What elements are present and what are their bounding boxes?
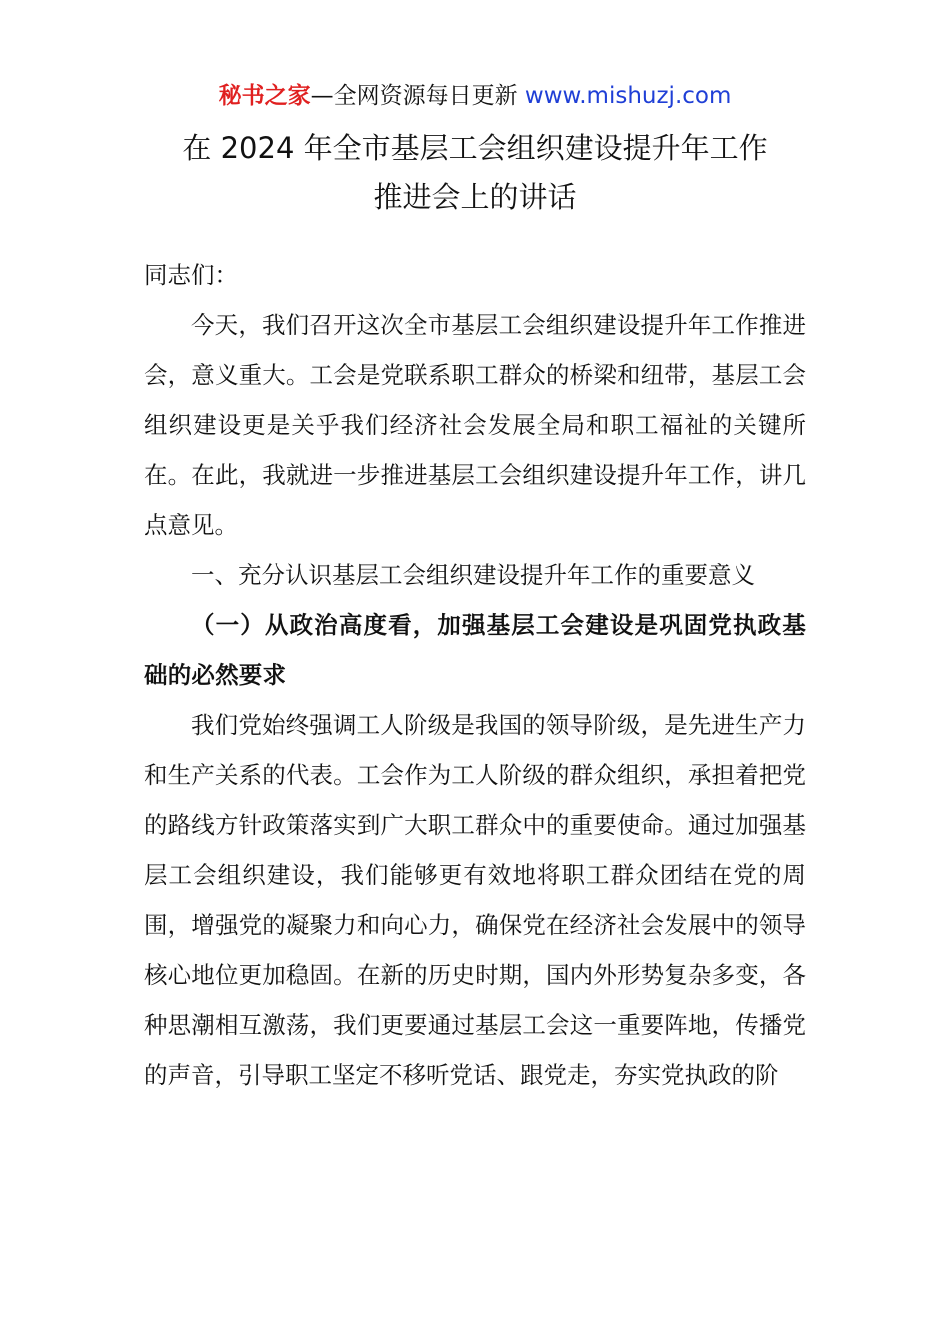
section-heading-1: 一、充分认识基层工会组织建设提升年工作的重要意义 [191, 561, 755, 589]
document-title-line-2: 推进会上的讲话 [373, 180, 577, 214]
site-brand: 秘书之家 [218, 83, 311, 109]
paragraph-political: 我们党始终强调工人阶级是我国的领导阶级，是先进生产力和生产关系的代表。工会作为工人阶级的群众组织，承担着把党的路线方针政策落实到广大职工群众中的重要使命。通过加强基层工会组织建设，我们能够更有效地将职工群众团结在党的周围，增强党的凝聚力和向心力，确保党在经济社会发展中的领导核心地位更加稳固。在新的历史时期，国内外形势复杂多变，各种思潮相互激荡，我们更要通过基层工会这一重要阵地，传播党的声音，引导职工坚定不移听党话、跟党走，夯实党执政的阶 [144, 711, 806, 1089]
paragraph-intro: 今天，我们召开这次全市基层工会组织建设提升年工作推进会，意义重大。工会是党联系职工群众的桥梁和纽带，基层工会组织建设更是关乎我们经济社会发展全局和职工福祉的关键所在。在此，我就进一步推进基层工会组织建设提升年工作，讲几点意见。 [144, 311, 806, 539]
header-dash: — [310, 83, 334, 109]
site-tagline: 全网资源每日更新 [333, 83, 525, 109]
document-body [144, 250, 806, 1100]
site-url-link[interactable]: www.mishuzj.com [524, 83, 732, 109]
subsection-heading-1: （一）从政治高度看，加强基层工会建设是巩固党执政基础的必然要求 [144, 611, 806, 689]
salutation: 同志们： [144, 261, 238, 289]
site-header [0, 80, 950, 112]
document-title-line-1: 在 2024 年全市基层工会组织建设提升年工作 [182, 131, 768, 165]
